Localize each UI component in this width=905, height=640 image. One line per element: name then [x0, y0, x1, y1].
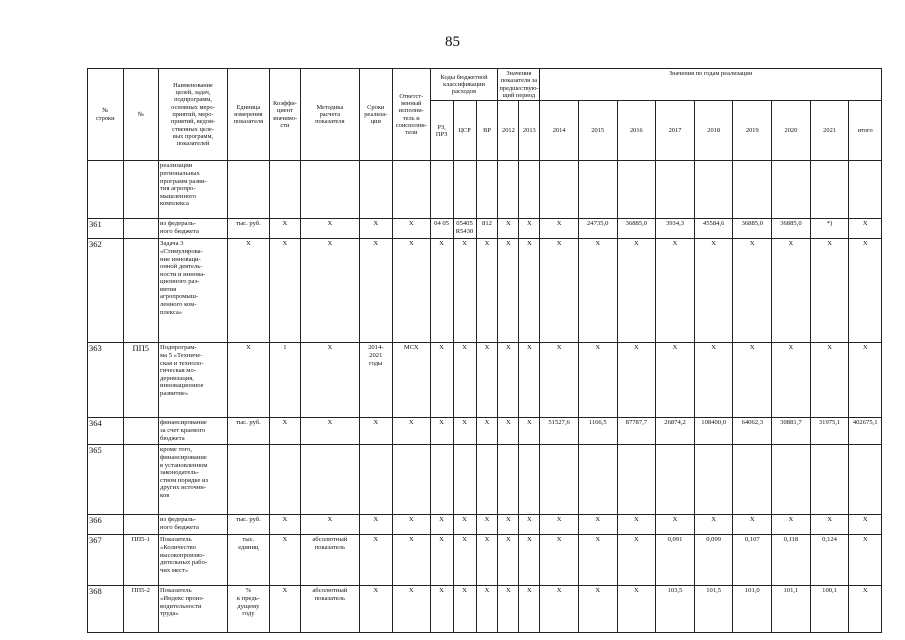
data-table — [87, 68, 882, 633]
row-code — [123, 418, 159, 445]
row-number: 361 — [88, 219, 124, 239]
row-csr: X — [453, 535, 476, 586]
row-name: Задача 3 «Стимулирова- ние инноваци- онной деятель- ности и иннова- ционного раз- вития агропромыш- ленного ком- плекса» — [159, 239, 228, 343]
header-by-years: Значения по годам реализации — [540, 69, 882, 101]
row-method — [301, 161, 359, 219]
row-value: 24735,0 — [578, 219, 617, 239]
row-terms: X — [359, 586, 392, 633]
row-coef: 1 — [269, 343, 300, 418]
header-year: 2013 — [519, 101, 540, 161]
row-value: 0,124 — [810, 535, 849, 586]
row-value: X — [772, 515, 811, 535]
row-method: X — [301, 515, 359, 535]
row-rz: X — [430, 239, 453, 343]
row-number: 366 — [88, 515, 124, 535]
row-value: X — [656, 515, 695, 535]
row-value — [849, 445, 882, 515]
header-year: 2012 — [498, 101, 519, 161]
row-value: X — [733, 515, 772, 535]
row-value: X — [849, 239, 882, 343]
row-value — [540, 445, 579, 515]
row-terms — [359, 161, 392, 219]
row-value: X — [498, 418, 519, 445]
row-value: 36885,0 — [772, 219, 811, 239]
header-year: 2014 — [540, 101, 579, 161]
row-csr: 05405 R5430 — [453, 219, 476, 239]
row-rz: X — [430, 515, 453, 535]
row-unit: тыс. руб. — [227, 219, 269, 239]
row-name: Подпрограм- ма 5 «Техниче- ская и техноло- гическая мо- дернизация, инновационное развитие» — [159, 343, 228, 418]
row-csr: X — [453, 418, 476, 445]
row-value: 101,5 — [694, 586, 733, 633]
header-method: Методика расчета показателя — [301, 69, 359, 161]
row-csr — [453, 161, 476, 219]
row-responsible: X — [392, 586, 430, 633]
table-row — [88, 418, 882, 445]
row-value: X — [498, 586, 519, 633]
row-value: 1166,5 — [578, 418, 617, 445]
row-csr: X — [453, 239, 476, 343]
header-unit: Единица измерения показателя — [227, 69, 269, 161]
row-number: 364 — [88, 418, 124, 445]
row-value — [519, 445, 540, 515]
row-value: X — [849, 219, 882, 239]
row-vr: X — [476, 515, 498, 535]
row-value: 0,099 — [694, 535, 733, 586]
row-value: X — [498, 239, 519, 343]
row-value — [810, 445, 849, 515]
row-vr: X — [476, 586, 498, 633]
row-number: 363 — [88, 343, 124, 418]
row-value — [694, 161, 733, 219]
table-row — [88, 343, 882, 418]
row-coef: X — [269, 418, 300, 445]
header-coef: Коэффи- циент значимо- сти — [269, 69, 300, 161]
row-value: X — [772, 239, 811, 343]
row-responsible: X — [392, 239, 430, 343]
row-name: Показатель «Индекс произ- водительности труда» — [159, 586, 228, 633]
row-csr: X — [453, 343, 476, 418]
row-vr: X — [476, 418, 498, 445]
page-number: 85 — [445, 34, 460, 50]
row-value: X — [617, 535, 656, 586]
row-value: 51527,6 — [540, 418, 579, 445]
row-vr: 812 — [476, 219, 498, 239]
row-name: из федераль- ного бюджета — [159, 219, 228, 239]
row-value: 36885,0 — [617, 219, 656, 239]
row-value — [540, 161, 579, 219]
row-rz: X — [430, 343, 453, 418]
row-terms: 2014- 2021 годы — [359, 343, 392, 418]
row-value — [656, 161, 695, 219]
row-value — [578, 445, 617, 515]
row-value — [733, 445, 772, 515]
row-value: X — [578, 343, 617, 418]
row-number: 365 — [88, 445, 124, 515]
row-value: X — [617, 515, 656, 535]
row-terms: X — [359, 219, 392, 239]
row-value: X — [540, 239, 579, 343]
row-vr — [476, 161, 498, 219]
row-value: 30881,7 — [772, 418, 811, 445]
row-value: X — [810, 343, 849, 418]
row-method: X — [301, 343, 359, 418]
row-value — [772, 445, 811, 515]
row-value — [617, 161, 656, 219]
header-year: 2017 — [656, 101, 695, 161]
row-value: 103,5 — [656, 586, 695, 633]
row-value: X — [540, 586, 579, 633]
table-body — [88, 161, 882, 633]
row-rz — [430, 161, 453, 219]
row-rz: 04 05 — [430, 219, 453, 239]
row-vr: X — [476, 343, 498, 418]
row-value: 402675,1 — [849, 418, 882, 445]
header-year: 2020 — [772, 101, 811, 161]
row-unit: X — [227, 343, 269, 418]
row-value: 0,107 — [733, 535, 772, 586]
row-name: Показатель «Количество высокопроизво- дительных рабо- чих мест» — [159, 535, 228, 586]
row-rz: X — [430, 586, 453, 633]
row-number: 362 — [88, 239, 124, 343]
row-value: 26874,2 — [656, 418, 695, 445]
header-responsible: Ответст- венный исполни- тель и соисполни- тели — [392, 69, 430, 161]
row-csr: X — [453, 586, 476, 633]
row-value: X — [810, 239, 849, 343]
row-value: X — [540, 219, 579, 239]
row-code — [123, 219, 159, 239]
header-year: 2018 — [694, 101, 733, 161]
row-value: 45584,6 — [694, 219, 733, 239]
header-no: № — [123, 69, 159, 161]
row-value: X — [810, 515, 849, 535]
table-row — [88, 239, 882, 343]
header-year: 2016 — [617, 101, 656, 161]
row-value: X — [519, 418, 540, 445]
row-unit — [227, 161, 269, 219]
header-total: итого — [849, 101, 882, 161]
row-code: ПП5-1 — [123, 535, 159, 586]
row-value: 108400,0 — [694, 418, 733, 445]
row-value: X — [656, 239, 695, 343]
row-value: X — [519, 515, 540, 535]
row-responsible: МСХ — [392, 343, 430, 418]
row-value: 100,1 — [810, 586, 849, 633]
row-terms — [359, 445, 392, 515]
row-responsible — [392, 445, 430, 515]
header-row-no: № строки — [88, 69, 124, 161]
row-value: X — [617, 343, 656, 418]
row-value: X — [498, 515, 519, 535]
row-code: ПП5-2 — [123, 586, 159, 633]
row-value: 101,1 — [772, 586, 811, 633]
row-value: X — [733, 343, 772, 418]
row-value: X — [498, 343, 519, 418]
row-value: X — [849, 535, 882, 586]
row-terms: X — [359, 418, 392, 445]
row-coef: X — [269, 535, 300, 586]
header-terms: Сроки реализа- ции — [359, 69, 392, 161]
row-method: X — [301, 418, 359, 445]
row-value — [849, 161, 882, 219]
row-code: ПП5 — [123, 343, 159, 418]
row-value: X — [694, 239, 733, 343]
row-terms: X — [359, 535, 392, 586]
table-row — [88, 445, 882, 515]
row-value: X — [578, 535, 617, 586]
header-year: 2015 — [578, 101, 617, 161]
row-value: X — [519, 239, 540, 343]
row-terms: X — [359, 239, 392, 343]
row-vr — [476, 445, 498, 515]
row-value — [498, 161, 519, 219]
row-name: реализации региональных программ разви- тия агропро- мышленного комплекса — [159, 161, 228, 219]
row-value — [772, 161, 811, 219]
header-budget-codes: Коды бюджетной классификации расходов — [430, 69, 498, 101]
row-unit: X — [227, 239, 269, 343]
row-value: X — [656, 343, 695, 418]
row-method — [301, 445, 359, 515]
row-vr: X — [476, 535, 498, 586]
row-value: 101,0 — [733, 586, 772, 633]
row-value: X — [578, 239, 617, 343]
row-coef: X — [269, 219, 300, 239]
row-value: 64062,3 — [733, 418, 772, 445]
header-prev-values: Значения показателя за предшествую- щий период — [499, 70, 539, 100]
row-number: 367 — [88, 535, 124, 586]
row-rz: X — [430, 535, 453, 586]
table-row — [88, 535, 882, 586]
table-row — [88, 161, 882, 219]
row-vr: X — [476, 239, 498, 343]
row-value — [519, 161, 540, 219]
row-value: X — [498, 219, 519, 239]
row-value: X — [617, 239, 656, 343]
row-method: абсолютный показатель — [301, 586, 359, 633]
row-value: X — [849, 343, 882, 418]
row-value: 3934,3 — [656, 219, 695, 239]
header-year: 2021 — [810, 101, 849, 161]
row-responsible: X — [392, 515, 430, 535]
row-code — [123, 515, 159, 535]
row-number: 368 — [88, 586, 124, 633]
row-coef: X — [269, 515, 300, 535]
row-unit — [227, 445, 269, 515]
row-value: X — [519, 343, 540, 418]
row-value: X — [519, 586, 540, 633]
row-value: X — [540, 343, 579, 418]
row-responsible: X — [392, 535, 430, 586]
row-value: 0,091 — [656, 535, 695, 586]
row-value: X — [540, 535, 579, 586]
row-code — [123, 239, 159, 343]
row-number — [88, 161, 124, 219]
row-csr: X — [453, 515, 476, 535]
table-header — [88, 69, 882, 161]
row-rz — [430, 445, 453, 515]
row-value: X — [519, 219, 540, 239]
row-value: X — [772, 343, 811, 418]
row-method: X — [301, 219, 359, 239]
row-rz: X — [430, 418, 453, 445]
row-value: *) — [810, 219, 849, 239]
row-value: 36885,0 — [733, 219, 772, 239]
row-value — [578, 161, 617, 219]
row-unit: тыс. руб. — [227, 418, 269, 445]
header-name: Наименование целей, задач, подпрограмм, основных меро- приятий, меро- приятий, ведом- ственных целе- вых программ, показателей — [159, 69, 228, 161]
row-value: X — [578, 586, 617, 633]
row-name: кроме того, финансирование в установленном законодатель- ством порядке из других источни- ков — [159, 445, 228, 515]
table-row — [88, 515, 882, 535]
row-value — [498, 445, 519, 515]
row-responsible: X — [392, 219, 430, 239]
row-value: X — [694, 515, 733, 535]
row-csr — [453, 445, 476, 515]
header-year: 2019 — [733, 101, 772, 161]
row-value: X — [849, 515, 882, 535]
row-value — [656, 445, 695, 515]
row-coef: X — [269, 586, 300, 633]
row-value: 31975,1 — [810, 418, 849, 445]
row-code — [123, 445, 159, 515]
header-vr: ВР — [476, 101, 498, 161]
row-value: X — [540, 515, 579, 535]
row-responsible: X — [392, 418, 430, 445]
row-value — [810, 161, 849, 219]
row-unit: тыс. руб. — [227, 515, 269, 535]
row-responsible — [392, 161, 430, 219]
table-row — [88, 586, 882, 633]
row-value: X — [498, 535, 519, 586]
row-value: 87787,7 — [617, 418, 656, 445]
row-value: X — [694, 343, 733, 418]
row-coef — [269, 445, 300, 515]
row-coef: X — [269, 239, 300, 343]
row-value — [617, 445, 656, 515]
row-value — [733, 161, 772, 219]
row-coef — [269, 161, 300, 219]
row-value: X — [578, 515, 617, 535]
row-name: финансирование за счет краевого бюджета — [159, 418, 228, 445]
row-value: X — [617, 586, 656, 633]
row-method: абсолютный показатель — [301, 535, 359, 586]
header-rz: РЗ, ПРЗ — [430, 101, 453, 161]
row-method: X — [301, 239, 359, 343]
row-value: X — [519, 535, 540, 586]
row-value — [694, 445, 733, 515]
row-value: 0,118 — [772, 535, 811, 586]
row-terms: X — [359, 515, 392, 535]
table-row — [88, 219, 882, 239]
row-unit: тыс. единиц — [227, 535, 269, 586]
row-unit: % к предь- дущему году — [227, 586, 269, 633]
header-csr: ЦСР — [453, 101, 476, 161]
row-value: X — [733, 239, 772, 343]
row-name: из федераль- ного бюджета — [159, 515, 228, 535]
row-value: X — [849, 586, 882, 633]
row-code — [123, 161, 159, 219]
